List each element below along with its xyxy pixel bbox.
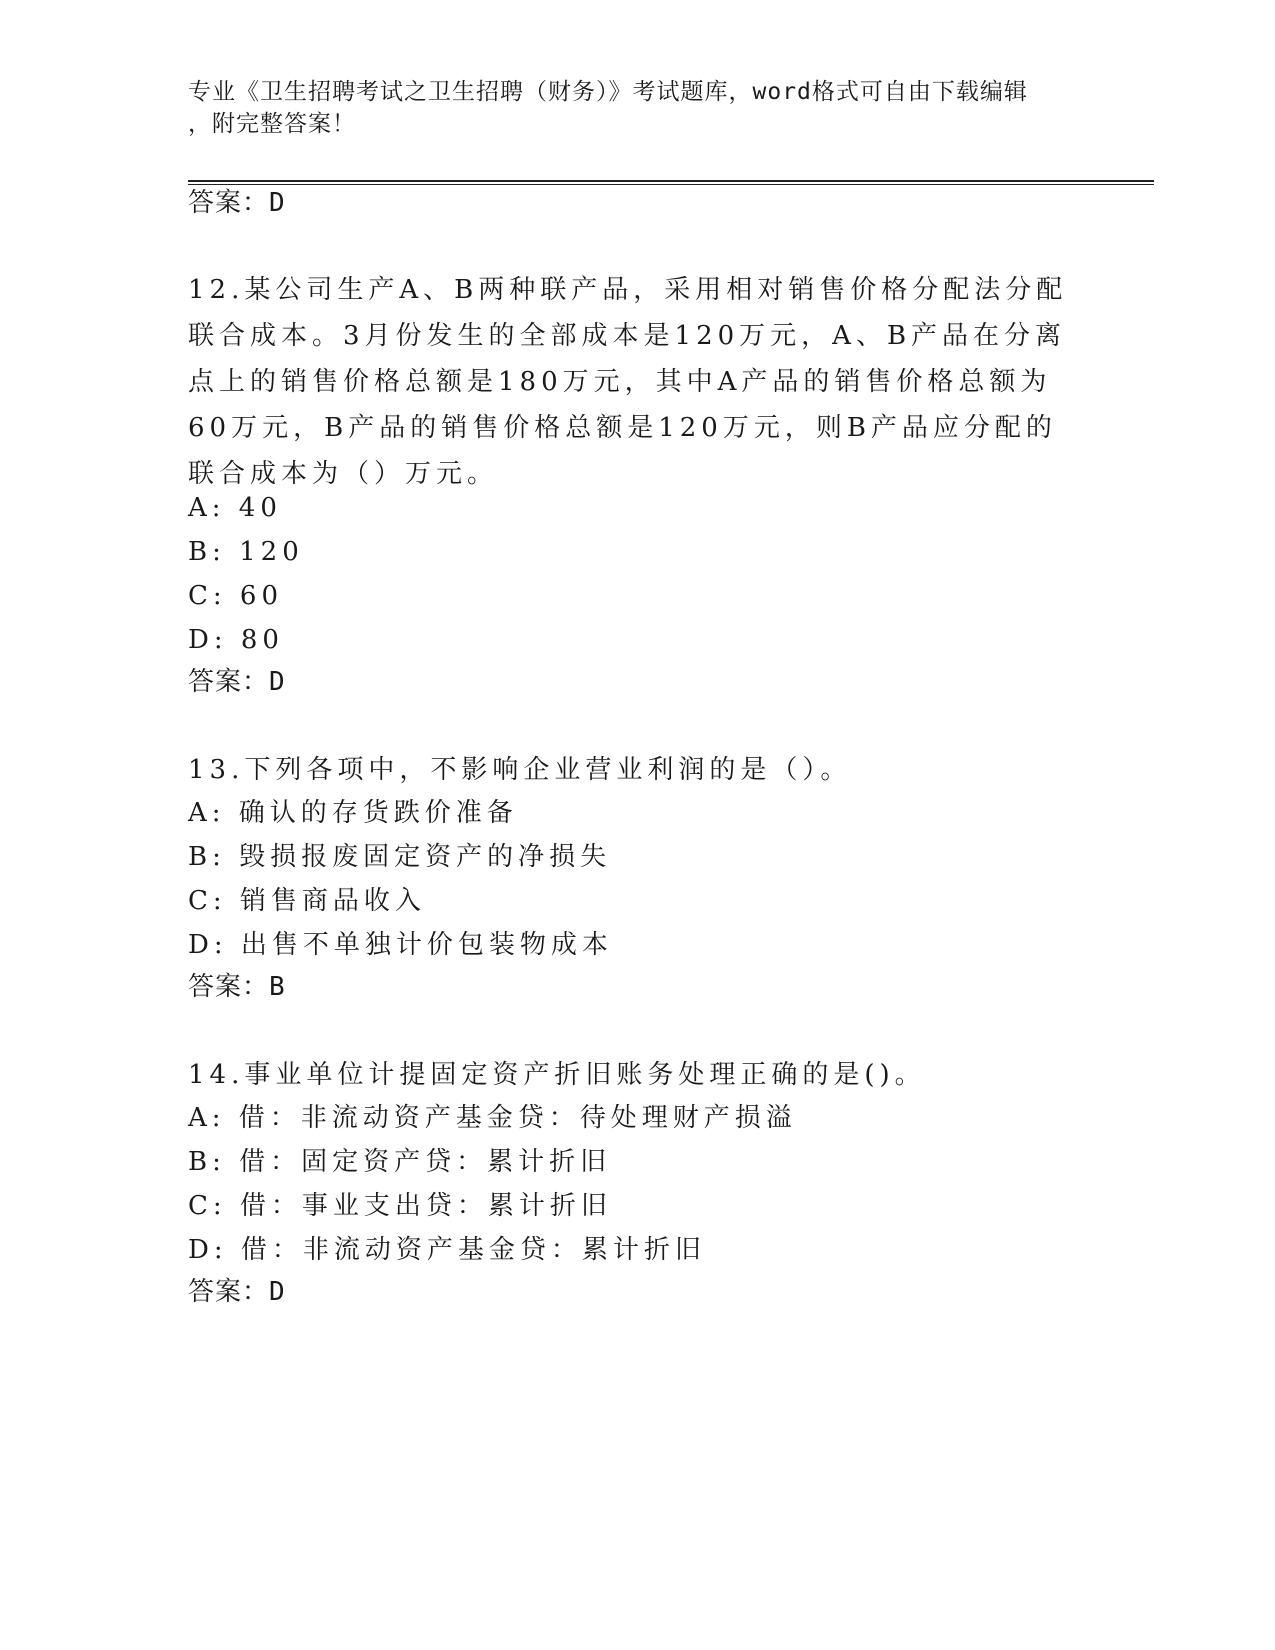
question-14-option-b: B: 借：固定资产贷：累计折旧 [188,1147,612,1177]
question-12-option-b: B: 120 [188,537,304,567]
question-13-answer: 答案：B [188,972,286,1002]
question-14-option-a: A: 借：非流动资产基金贷：待处理财产损溢 [188,1103,797,1133]
document-header [188,76,1088,140]
question-12-option-d: D: 80 [188,625,284,655]
header-line-2: ，附完整答案！ [188,111,356,137]
question-13-option-c: C: 销售商品收入 [188,886,426,916]
previous-answer: 答案：D [188,188,286,218]
question-13-option-d: D: 出售不单独计价包装物成本 [188,930,613,960]
question-12-text: 12.某公司生产A、B两种联产品，采用相对销售价格分配法分配联合成本。3月份发生的全部成本是120万元，A、B产品在分离点上的销售价格总额是180万元，其中A产品的销售价格总额为60万元，B产品的销售价格总额是120万元，则B产品应分配的联合成本为（）万元。 [188,275,1068,489]
question-13-text: 13.下列各项中，不影响企业营业利润的是（）。 [188,755,852,785]
question-14-option-c: C: 借：事业支出贷：累计折旧 [188,1191,612,1221]
header-line-1: 专业《卫生招聘考试之卫生招聘（财务）》考试题库，word格式可自由下载编辑 [188,79,1028,105]
header-divider-thin [188,184,1154,185]
header-divider-thick [188,180,1154,182]
question-12-option-c: C: 60 [188,581,284,611]
question-12-option-a: A: 40 [188,493,282,523]
question-12-answer: 答案：D [188,667,286,697]
question-14-option-d: D: 借：非流动资产基金贷：累计折旧 [188,1235,706,1265]
question-13-option-a: A: 确认的存货跌价准备 [188,798,518,828]
question-13-option-b: B: 毁损报废固定资产的净损失 [188,842,612,872]
question-14-text: 14.事业单位计提固定资产折旧账务处理正确的是()。 [188,1060,926,1090]
question-14-answer: 答案：D [188,1277,286,1307]
